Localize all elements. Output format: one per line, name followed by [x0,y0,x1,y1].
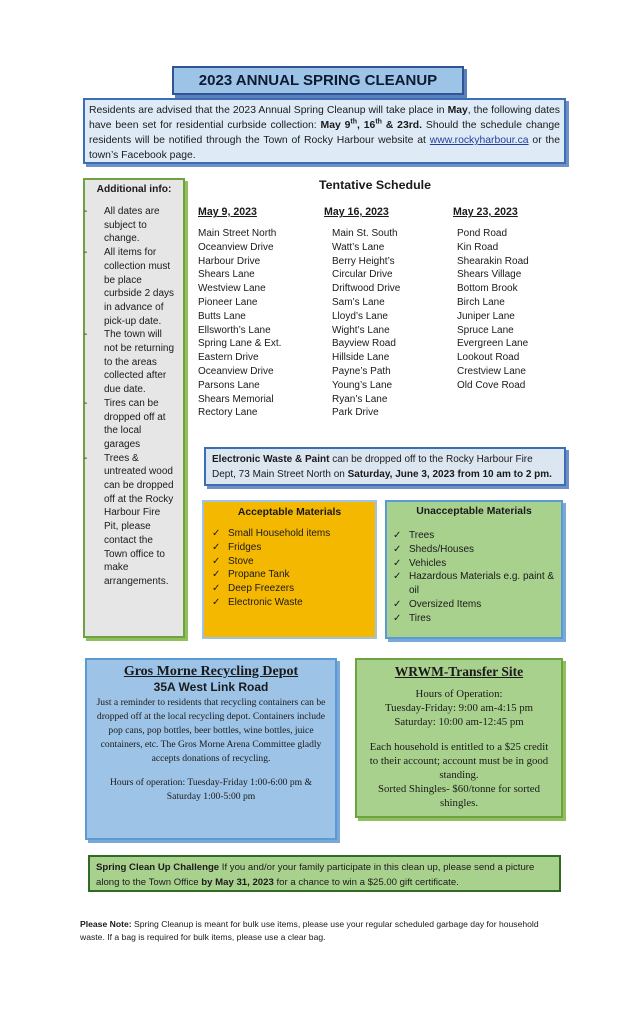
street-item: Main Street North [198,228,277,239]
street-item: Main St. South [332,228,398,239]
street-item: Bayview Road [332,338,396,350]
street-item: Hillside Lane [332,352,390,364]
material-item [393,543,555,557]
info-item: - All items for collection must be place curbside 2 days in advance of pick-up date. [88,246,177,328]
street-item: Spring Lane & Ext. [198,338,282,350]
intro-notice [83,98,566,164]
street-list [198,227,318,420]
material-item [393,529,555,543]
info-item: - Tires can be dropped off at the local garages [88,397,177,452]
ewaste-date: Saturday, June 3, 2023 from 10 am to 2 pm. [347,469,552,480]
schedule-title: Tentative Schedule [318,178,431,192]
street-item: Lookout Road [457,352,520,364]
checkmark-icon: ✓ [393,543,402,555]
material-label: Tires [409,612,431,624]
material-label: Electronic Waste [228,596,303,608]
street-item: Birch Lane [457,296,505,308]
street-item: Ellsworth’s Lane [198,324,271,336]
intro-text-4: or the town’s Facebook page. [89,135,560,161]
checkmark-icon: ✓ [212,528,221,539]
additional-info-title: Additional info: [96,184,172,195]
street-item: Lloyd’s Lane [332,310,388,322]
street-item: Old Cove Road [457,379,526,391]
street-item: Oceanview Drive [198,241,274,253]
material-item [212,541,367,555]
material-label: Hazardous Materials e.g. paint & oil [409,571,555,597]
material-label: Sheds/Houses [409,543,475,555]
street-item: Spruce Lane [457,324,514,336]
acceptable-materials-panel [202,500,377,639]
acceptable-materials-list [212,527,367,610]
recycling-depot-address: 35A West Link Road [153,680,269,694]
street-item: Shears Memorial [198,393,274,405]
material-item [393,570,555,598]
unacceptable-materials-title: Unacceptable Materials [416,506,532,517]
ewaste-text: can be dropped off to the Rocky Harbour Fire Dept, 73 Main Street North on [212,454,533,480]
transfer-site-shingles: Sorted Shingles- $60/tonne for sorted shingles. [378,782,540,809]
street-item: Park Drive [332,407,379,419]
street-item: Harbour Drive [198,255,261,267]
intro-date-3: & 23rd. [381,120,423,131]
material-item [212,555,367,569]
info-item: - All dates are subject to change. [88,205,177,246]
material-item [212,596,367,610]
material-label: Deep Freezers [228,583,295,595]
checkmark-icon: ✓ [212,583,221,595]
page-title: 2023 ANNUAL SPRING CLEANUP [172,66,464,95]
material-label: Trees [409,530,435,541]
material-item [212,527,367,541]
cleanup-challenge-banner [88,855,561,892]
material-label: Stove [228,555,254,567]
acceptable-materials-title: Acceptable Materials [237,507,342,518]
street-item: Pioneer Lane [198,296,258,308]
street-item: Kin Road [457,241,499,253]
intro-dates [321,120,422,131]
checkmark-icon: ✓ [393,557,402,569]
material-label: Small Household items [228,528,331,539]
checkmark-icon: ✓ [393,571,402,583]
street-item: Pond Road [457,228,508,239]
challenge-text-1: If you and/or your family participate in this clean up, please send a picture along to the Town Office [96,862,535,888]
material-item [393,612,555,626]
street-item: Bottom Brook [457,283,518,295]
unacceptable-materials-panel [385,500,563,639]
info-item: - Trees & untreated wood can be dropped off at the Rocky Harbour Fire Pit, please contact the Town office to make arrangements. [88,452,177,589]
street-item: Shears Village [457,269,522,281]
street-item: Circular Drive [332,269,393,281]
street-item: Rectory Lane [198,407,258,419]
material-label: Fridges [228,541,262,553]
street-item: Payne’s Path [332,365,391,377]
street-item: Westview Lane [198,283,266,295]
checkmark-icon: ✓ [212,541,221,553]
intro-text-1: Residents are advised that the 2023 Annual Spring Cleanup will take place in [89,105,448,116]
street-item: Shears Lane [198,269,255,281]
street-list [453,227,563,393]
transfer-site-hours-weekday: Tuesday-Friday: 9:00 am-4:15 pm [384,701,534,714]
recycling-depot-panel [85,658,337,840]
street-item: Shearakin Road [457,255,529,267]
street-item: Berry Height’s [332,255,395,267]
street-item: Eastern Drive [198,352,259,364]
street-item: Sam’s Lane [332,296,385,308]
intro-date-1: May 9 [320,120,351,131]
material-label: Vehicles [409,557,447,569]
challenge-label: Spring Clean Up Challenge [96,862,220,873]
checkmark-icon: ✓ [393,598,402,610]
schedule-date: May 9, 2023 [198,206,257,218]
street-item: Oceanview Drive [198,365,274,377]
street-item: Young’s Lane [332,379,393,391]
transfer-site-panel [355,658,563,818]
transfer-site-title: WRWM-Transfer Site [394,664,524,679]
note-label: Please Note: [80,919,132,929]
schedule-column-may9 [198,206,318,420]
ewaste-label: Electronic Waste & Paint [212,454,330,465]
intro-sup-2: th [375,118,382,126]
checkmark-icon: ✓ [393,530,402,541]
checkmark-icon: ✓ [212,555,221,567]
website-link[interactable]: www.rockyharbour.ca [429,135,529,146]
intro-date-2: , 16 [357,120,376,131]
transfer-site-hours-title: Hours of Operation: [415,688,503,700]
material-item [212,568,367,582]
street-item: Evergreen Lane [457,338,529,350]
street-item: Ryan’s Lane [332,393,388,405]
schedule-date: May 16, 2023 [324,206,389,218]
recycling-depot-description: Just a reminder to residents that recycling containers can be dropped off at the local recycling depot. Containers include pop cans, pop bottles, beer bottles, wine bottles, juice containers, etc. The Gros Morne Arena Committee gladly accepts donations of recycling. [96,697,326,764]
street-item: Driftwood Drive [332,283,401,295]
info-item: - The town will not be returning to the areas collected after due date. [88,328,177,397]
street-item: Butts Lane [198,310,246,322]
material-item [393,557,555,571]
intro-text-2: , the following dates have been set for residential curbside collection: [89,105,560,131]
street-item: Watt’s Lane [332,241,385,253]
footer-note [80,918,550,944]
ewaste-notice [204,447,566,486]
challenge-text-2: for a chance to win a $25.00 gift certificate. [273,877,459,888]
street-list [324,227,444,420]
street-item: Juniper Lane [457,310,515,322]
street-item: Wight’s Lane [332,324,390,336]
checkmark-icon: ✓ [212,596,221,608]
intro-sup-1: th [350,118,358,126]
material-label: Propane Tank [228,569,290,581]
recycling-depot-title: Gros Morne Recycling Depot [123,664,299,679]
additional-info-list [91,205,177,589]
street-item: Parsons Lane [198,379,260,391]
schedule-column-may16 [324,206,444,420]
challenge-deadline: by May 31, 2023 [201,877,274,888]
checkmark-icon: ✓ [212,569,221,581]
checkmark-icon: ✓ [393,612,402,624]
note-text: Spring Cleanup is meant for bulk use items, please use your regular scheduled garbage day for household waste. If a bag is required for bulk items, please use a clear bag. [80,919,539,942]
material-item [212,582,367,596]
material-label: Oversized Items [409,598,482,610]
schedule-date: May 23, 2023 [453,206,518,218]
intro-month: May [447,105,468,116]
material-item [393,598,555,612]
street-item: Crestview Lane [457,365,526,377]
schedule-column-may23 [453,206,563,393]
unacceptable-materials-list [393,529,555,626]
recycling-depot-hours: Hours of operation: Tuesday-Friday 1:00-6:00 pm & Saturday 1:00-5:00 pm [110,777,312,802]
additional-info-panel [83,178,185,638]
transfer-site-credit: Each household is entitled to a $25 credit to their account; account must be in good standing. [369,741,549,781]
transfer-site-hours-saturday: Saturday: 10:00 am-12:45 pm [394,715,524,728]
intro-text-3: Should the schedule change residents will be notified through the Town of Rocky Harbour website at [89,120,560,146]
